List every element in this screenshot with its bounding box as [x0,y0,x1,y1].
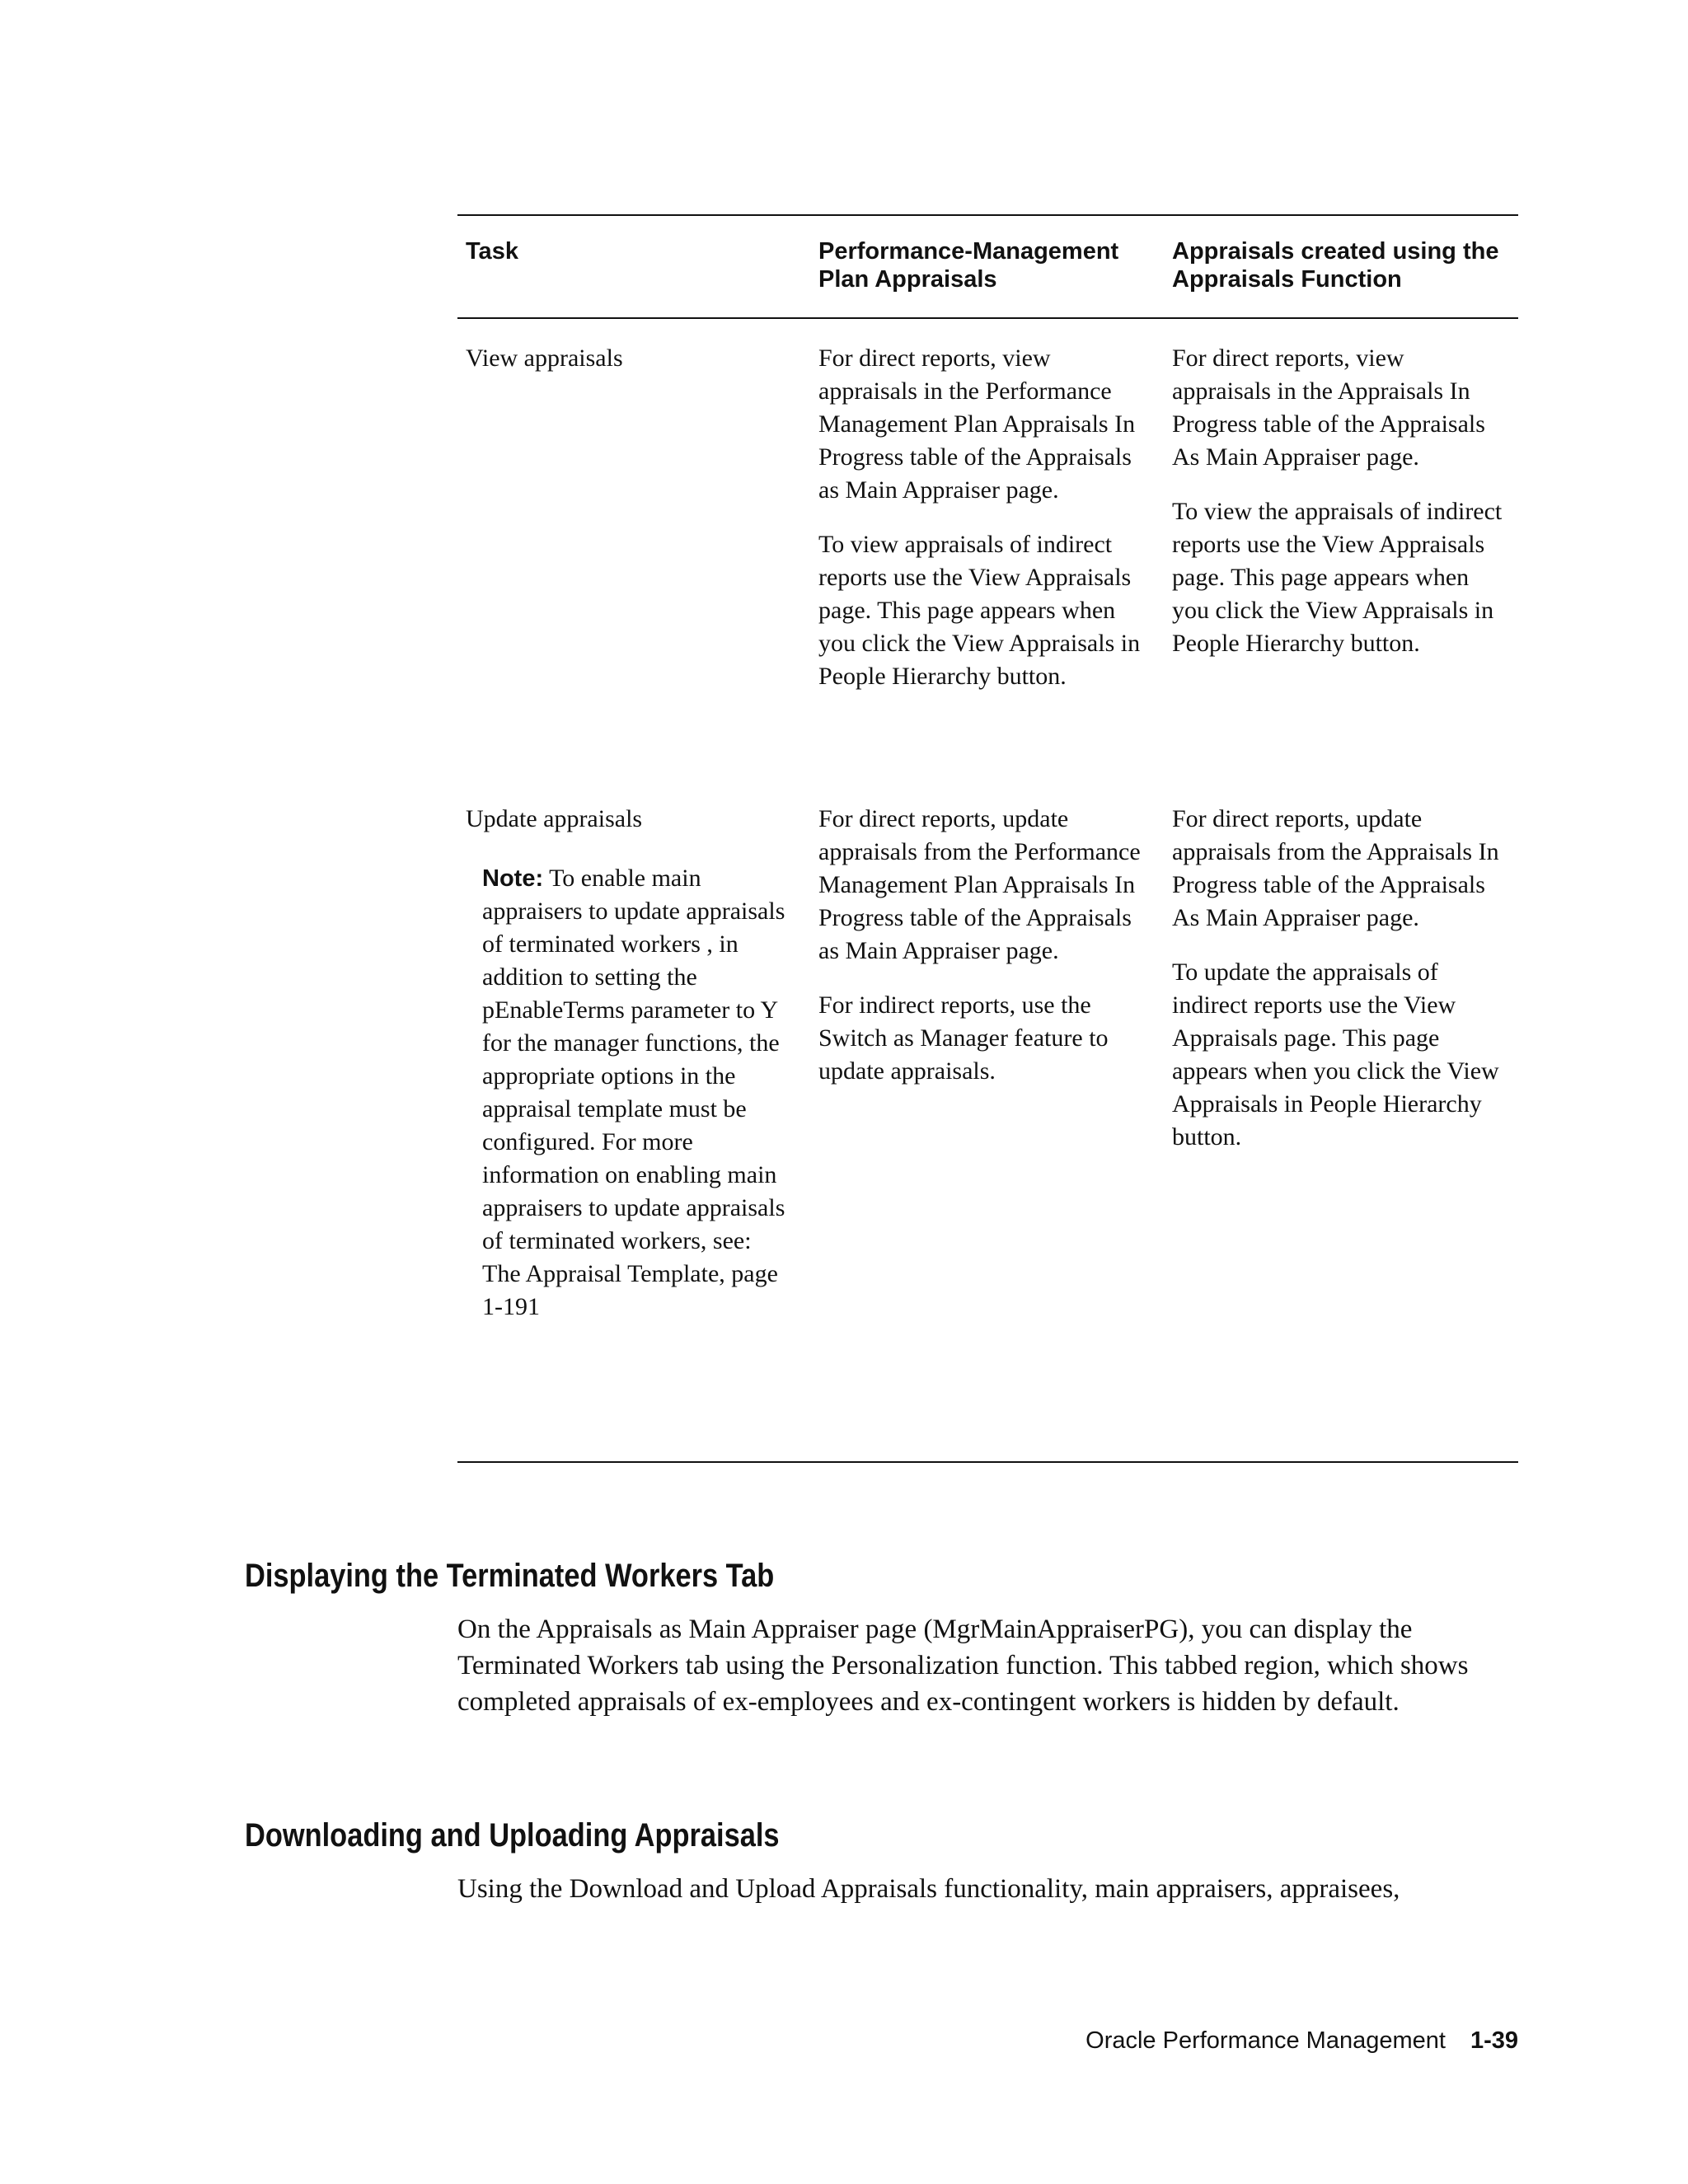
cell-paragraph: For indirect reports, use the Switch as Manager feature to update appraisals. [818,991,1109,1085]
cell-paragraph: For direct reports, view appraisals in the Performance Management Plan Appraisals In Progress table of the Appraisals as Main Appraiser page. [818,344,1136,504]
cell-paragraph: For direct reports, update appraisals from the Appraisals In Progress table of the Appraisals As Main Appraiser page. [1172,805,1499,931]
cell-paragraph: For direct reports, view appraisals in the Appraisals In Progress table of the Appraisals As Main Appraiser page. [1172,344,1485,471]
table-cell-func-view [1172,342,1506,660]
table-cell-pmp-view [818,342,1152,693]
cell-paragraph: To view the appraisals of indirect reports use the View Appraisals page. This page appears when you click the View Appraisals in People Hierarchy button. [1172,498,1503,657]
cell-paragraph: To view appraisals of indirect reports use the View Appraisals page. This page appears when you click the View Appraisals in People Hierarchy button. [818,531,1141,690]
note-box [482,862,787,1324]
table-cell-pmp-update [818,803,1152,1088]
note-label: Note: [482,865,544,892]
footer-title: Oracle Performance Management [1085,2027,1446,2054]
cell-paragraph: For direct reports, update appraisals from the Performance Management Plan Appraisals In Progress table of the Appraisals as Main Appraiser page. [818,805,1141,964]
column-header-pmp-appraisals: Performance-Management Plan Appraisals [818,238,1119,293]
table-bottom-rule [457,1461,1518,1463]
table-header-rule [457,317,1518,319]
section-heading-terminated-workers: Displaying the Terminated Workers Tab [245,1558,775,1594]
page-number: 1-39 [1470,2027,1518,2054]
column-header-task: Task [466,238,518,265]
section-heading-download-upload: Downloading and Uploading Appraisals [245,1817,780,1854]
table-cell-func-update [1172,803,1506,1154]
cell-paragraph: To update the appraisals of indirect reports use the View Appraisals page. This page appears when you click the View Appraisals in People Hierarchy button. [1172,958,1499,1151]
table-cell-task-view: View appraisals [466,344,623,372]
section-body-terminated-workers: On the Appraisals as Main Appraiser page (MgrMainAppraiserPG), you can display the Terminated Workers tab using the Personalization function. This tabbed region, which shows completed appraisals of ex-employees and ex-contingent workers is hidden by default. [457,1615,1469,1717]
section-body-download-upload: Using the Download and Upload Appraisals functionality, main appraisers, appraisees, [457,1874,1400,1904]
note-text: To enable main appraisers to update appraisals of terminated workers , in addition to setting the pEnableTerms parameter to Y for the manager functions, the appropriate options in the appraisal template must be configured. For more information on enabling main appraisers to update appraisals of terminated workers, see: The Appraisal Template, page 1-191 [482,865,785,1320]
page-footer [1085,2026,1518,2055]
table-top-rule [457,214,1518,216]
table-cell-task-update: Update appraisals [466,805,643,832]
column-header-function-appraisals: Appraisals created using the Appraisals Function [1172,238,1499,293]
